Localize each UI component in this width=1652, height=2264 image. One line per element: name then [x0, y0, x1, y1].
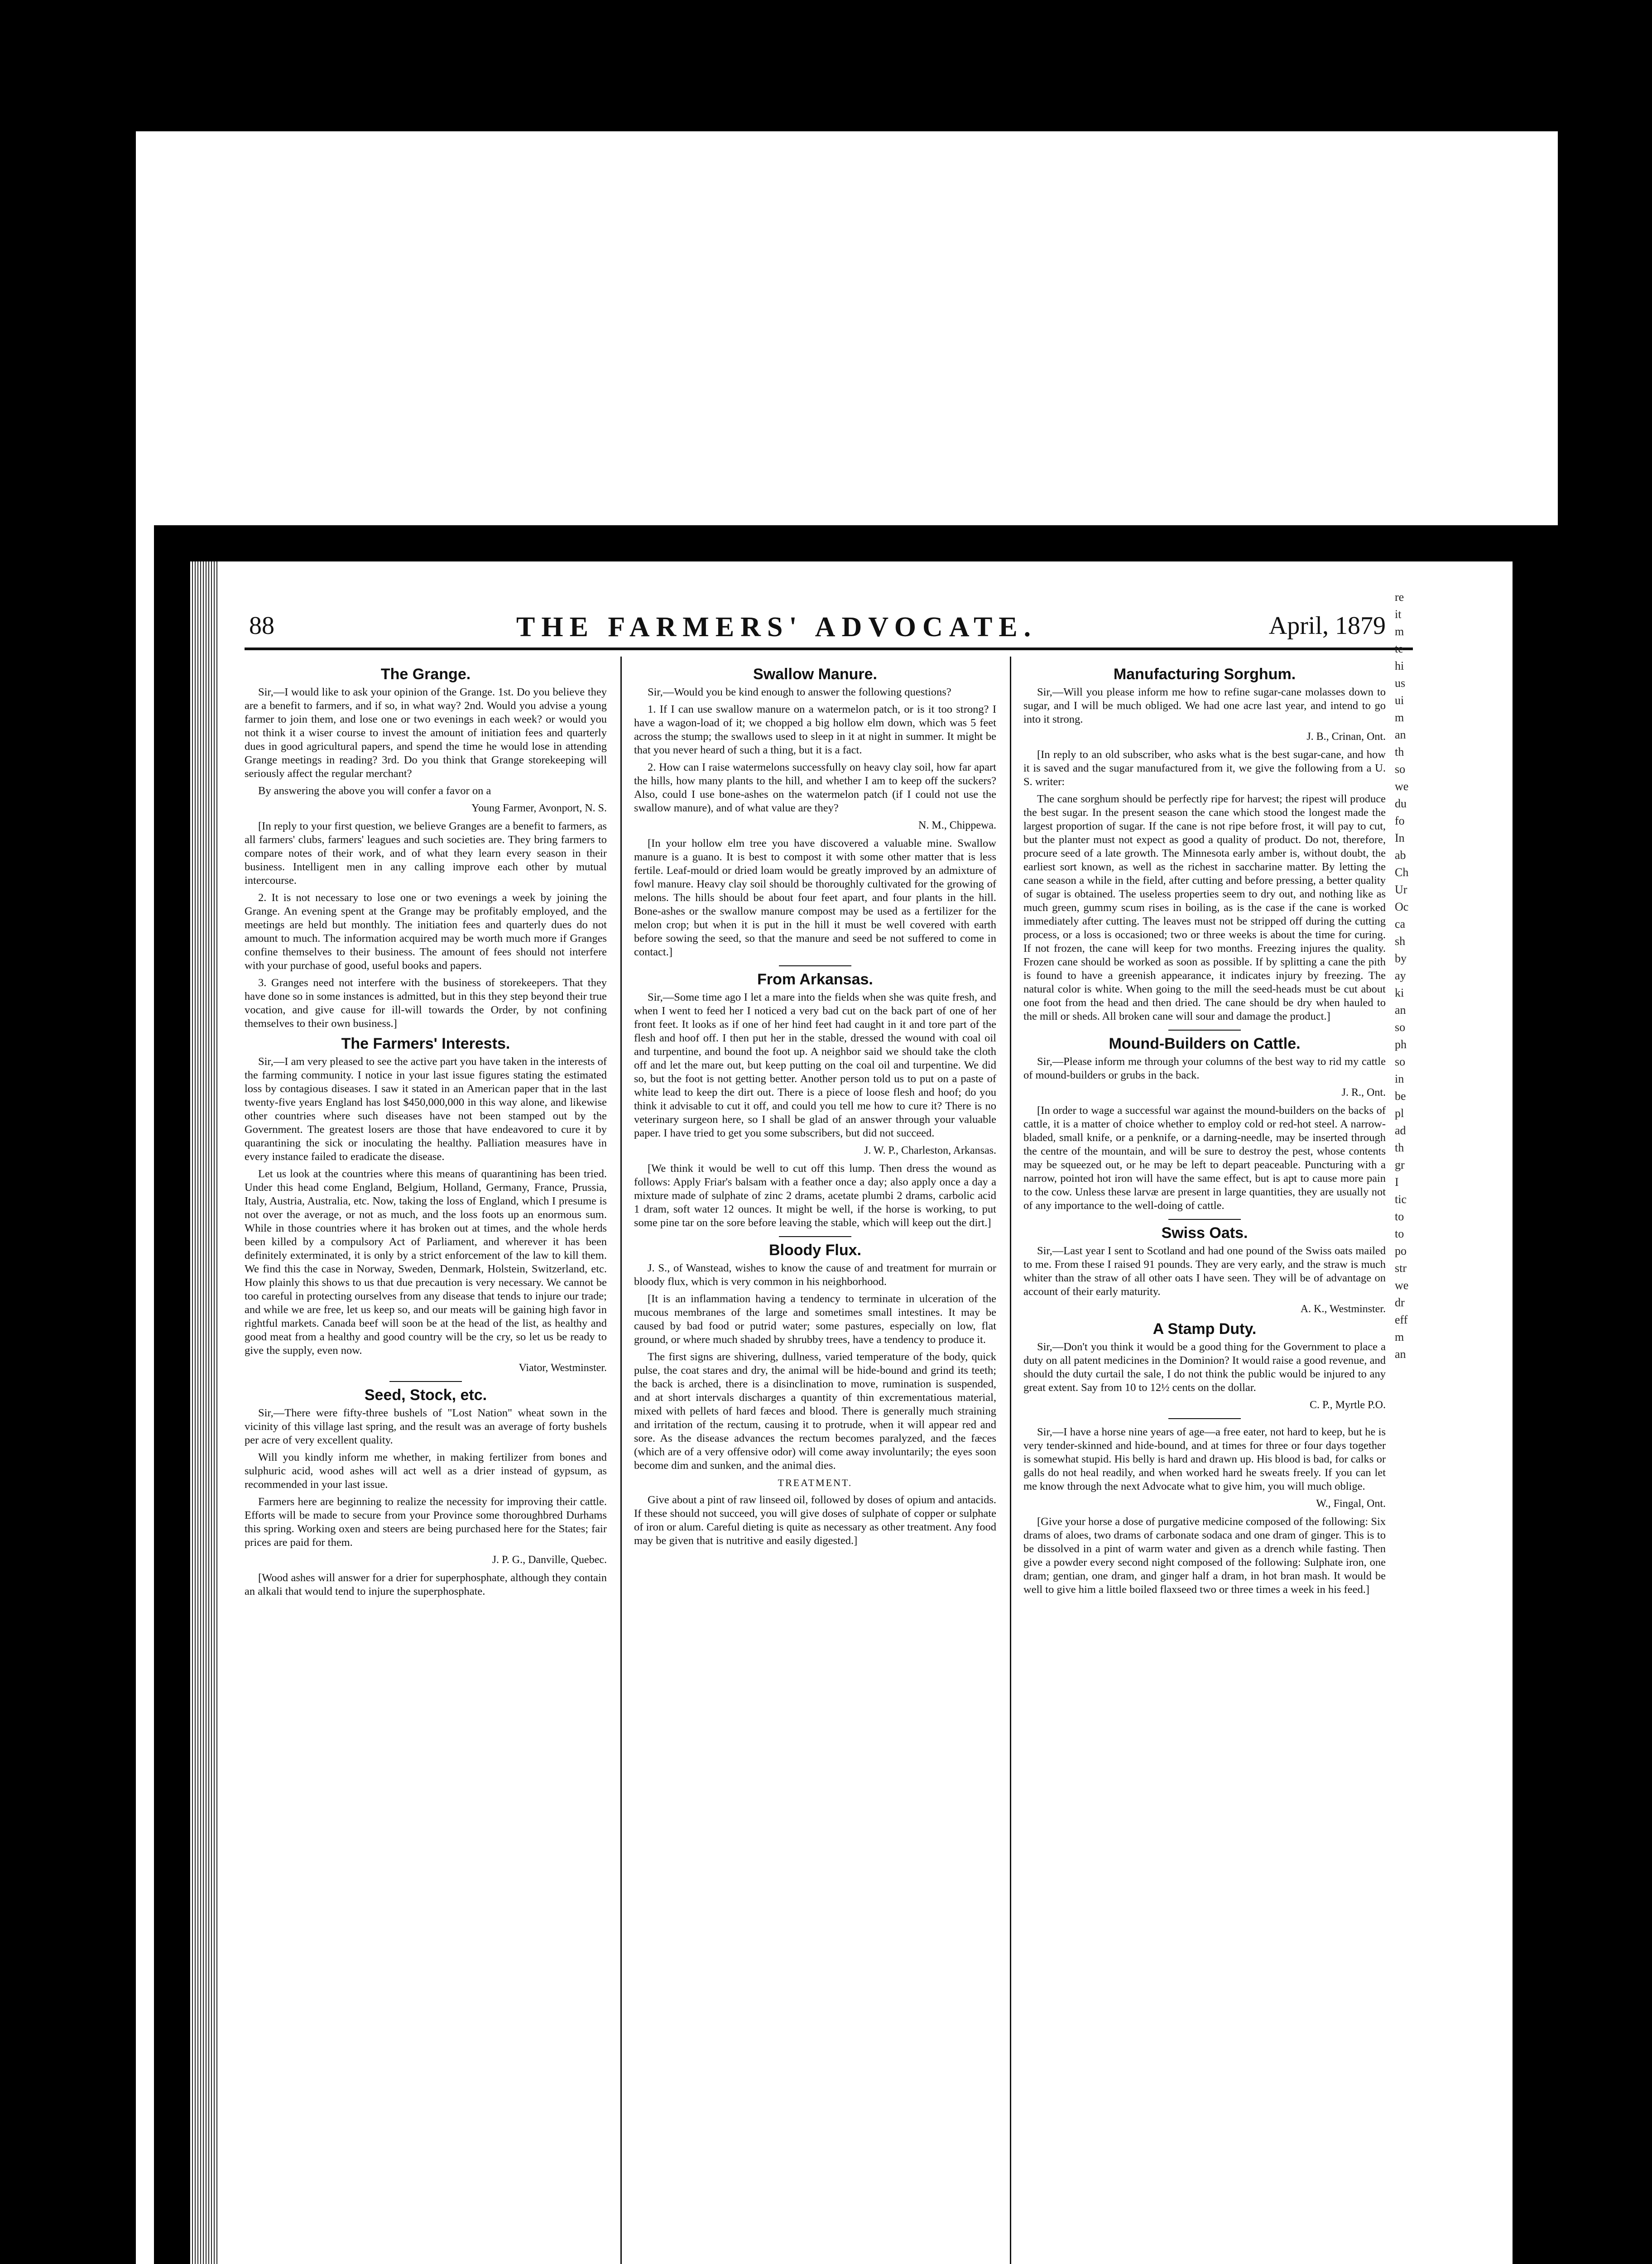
page-number: 88 [249, 612, 274, 640]
facing-page-fragment-line: dr [1395, 1296, 1405, 1309]
scan-left-border [0, 0, 136, 2264]
grange-reply-2: 2. It is not necessary to lose one or two evenings a week by joining the Grange. An evening spent at the Grange may be profitably employed, and the meetings are held but monthly. The initiation fees and quarterly dues do not amount to much. The information acquired may be worth much more if Granges confine themselves to their business. The amount of fees should not interfere with your purchase of good, useful books and papers. [245, 892, 607, 972]
facing-page-fragment-line: tic [1395, 1193, 1407, 1206]
facing-page-fragment-line: so [1395, 763, 1406, 776]
flux-para-2: [It is an inflammation having a tendency to terminate in ulceration of the mucous membranes of the large and sometimes small intestines. It may be caused by bad food or putrid water; some pastures, especially on low, flat ground, or where much shaded by shrubby trees, have a tendency to produce it. [634, 1293, 996, 1346]
facing-page-fragment-line: pl [1395, 1107, 1404, 1120]
masthead-title: THE FARMERS' ADVOCATE. [516, 612, 1037, 643]
article-title-sorghum: Manufacturing Sorghum. [1113, 666, 1296, 683]
facing-page-fragment-line: it [1395, 608, 1402, 621]
stamp-signature: C. P., Myrtle P.O. [1309, 1399, 1386, 1411]
sorghum-para-2: [In reply to an old subscriber, who asks what is the best sugar-cane, and how it is saved and the sugar manufactured from it, we give the following from a U. S. writer: [1023, 748, 1386, 788]
swallow-signature: N. M., Chippewa. [918, 820, 996, 831]
section-rule [1168, 1030, 1241, 1031]
article-title-mound: Mound-Builders on Cattle. [1109, 1035, 1301, 1052]
column-3 [1023, 661, 1386, 1600]
grange-reply-3: 3. Granges need not interfere with the business of storekeepers. That they have done so in some instances is admitted, but in this they step beyond their true vocation, and give cause for ill-will towards the Order, by not confining themselves to their own business.] [245, 977, 607, 1030]
facing-page-fragment-line: th [1395, 745, 1404, 758]
flux-para-4: Give about a pint of raw linseed oil, followed by doses of opium and antacids. If these should not succeed, you will give doses of sulphate of copper or sulphate of iron or alum. Careful dieting is quite as necessary as other treatment. Any food may be given that is nutritive and easily digested.] [634, 1494, 996, 1547]
issue-date: April, 1879 [1268, 612, 1386, 640]
mound-signature: J. R., Ont. [1341, 1087, 1386, 1098]
newspaper-page [190, 561, 1458, 2264]
facing-page-fragment-line: an [1395, 728, 1406, 741]
scan-top-border [0, 0, 1652, 131]
interests-signature: Viator, Westminster. [519, 1362, 607, 1374]
facing-page-fragment-line: an [1395, 1003, 1406, 1017]
facing-page-fragment-line: m [1395, 625, 1404, 638]
facing-page-fragment-line: re [1395, 590, 1404, 604]
horse-signature: W., Fingal, Ont. [1316, 1498, 1386, 1510]
arkansas-signature: J. W. P., Charleston, Arkansas. [864, 1145, 996, 1156]
grange-letter-close: By answering the above you will confer a favor on a [258, 785, 491, 797]
column-divider-2 [1010, 657, 1011, 2264]
facing-page-fragment-line: du [1395, 797, 1407, 810]
oats-para-1: Sir,—Last year I sent to Scotland and had one pound of the Swiss oats mailed to me. From these I raised 91 pounds. They are very early, and the straw is much whiter than the straw of all other oats I have seen. They will be of advantage on account of their early maturity. [1023, 1245, 1386, 1298]
facing-page-fragment-line: gr [1395, 1158, 1405, 1171]
stamp-para-1: Sir,—Don't you think it would be a good thing for the Government to place a duty on all patent medicines in the Dominion? It would raise a good revenue, and should the duty curtail the sale, I do not think the public would be injured to any great extent. Say from 10 to 12½ cents on the dollar. [1023, 1341, 1386, 1394]
article-title-oats: Swiss Oats. [1161, 1224, 1248, 1242]
mound-para-1: Sir,—Please inform me through your columns of the best way to rid my cattle of mound-builders or grubs in the back. [1023, 1055, 1386, 1081]
facing-page-fragment-line: Ch [1395, 866, 1409, 879]
facing-page-fragment-line: te [1395, 642, 1403, 655]
facing-page-fragment-line: hi [1395, 659, 1404, 672]
article-title-flux: Bloody Flux. [769, 1242, 861, 1259]
swallow-para-2: 1. If I can use swallow manure on a watermelon patch, or is it too strong? I have a wagon-load of it; we chopped a big hollow elm down, which was 5 feet across the stump; the swallows used to sleep in it at night in summer. It might be that you never heard of such a thing, but it is a fact. [634, 703, 996, 756]
facing-page-fragment-line: In [1395, 831, 1405, 844]
facing-page-fragment-line: us [1395, 676, 1406, 690]
article-title-interests: The Farmers' Interests. [341, 1035, 510, 1052]
sorghum-signature: J. B., Crinan, Ont. [1306, 731, 1386, 743]
facing-page-fragment-line: ab [1395, 849, 1406, 862]
article-title-seed: Seed, Stock, etc. [364, 1386, 487, 1404]
facing-page-fragment-line: Ur [1395, 883, 1407, 896]
column-1 [245, 661, 607, 1602]
scan-right-border [1558, 0, 1652, 2264]
page-content [245, 602, 1413, 2264]
article-title-swallow: Swallow Manure. [753, 666, 877, 683]
facing-page-fragment-line: ph [1395, 1038, 1407, 1051]
page-header [245, 602, 1413, 643]
facing-page-fragment-line: in [1395, 1072, 1404, 1085]
section-rule [779, 965, 851, 966]
facing-page-fragment-line: fo [1395, 814, 1405, 827]
section-rule [1168, 1418, 1241, 1419]
facing-page-fragment-line: m [1395, 1330, 1404, 1343]
book-shadow-top [154, 525, 1558, 561]
sorghum-para-3: The cane sorghum should be perfectly ripe for harvest; the ripest will produce the best sugar. In the present season the cane which stood the longest made the largest proportion of sugar. If the cane is not ripe before frost, it will pay to cut, but the planter must not expect as good a quality of product. Do not, therefore, procure seed of a late growth. The Minnesota early amber is, without doubt, the earliest sort known, as well as the richest in saccharine matter. By letting the cane season a while in the field, after cutting and before pressing, a better quality of sugar is obtained. The useless properties seem to dry out, and nothing like as much green, gummy scum rises in boiling, as is the case if the cane is worked immediately after cutting. The leaves must not be stripped off during the cutting process, or a loss is occasioned; two or three weeks is about the time for curing. If not frozen, the cane will keep for two months. Freezing injures the quality. Frozen cane should be worked as soon as possible. If by splitting a cane the pith is found to have a greenish appearance, it indicates injury by freezing. The natural color is white. When going to the mill the seed-heads must be cut about one foot from the head and then dried. The cane should be dry when hauled to the mill or sheds. All broken cane will sour and damage the product.] [1023, 793, 1386, 1022]
seed-para-3: Farmers here are beginning to realize the necessity for improving their cattle. Efforts will be made to secure from your Province some thoroughbred Durhams this spring. Working oxen and steers are being purchased here for the States; fair prices are paid for them. [245, 1496, 607, 1549]
facing-page-fragment-line: ki [1395, 986, 1404, 999]
facing-page-fragment-line: ay [1395, 969, 1406, 982]
seed-signature: J. P. G., Danville, Quebec. [492, 1554, 607, 1566]
facing-page-fragment-line: to [1395, 1227, 1404, 1240]
grange-reply-1: [In reply to your first question, we believe Granges are a benefit to farmers, as all farmers' clubs, farmers' leagues and such societies are. They bring farmers to compare notes of their work, and of what they learn every season in their business. Intelligent men in any calling improve each other by mutual intercourse. [245, 820, 607, 887]
seed-para-2: Will you kindly inform me whether, in making fertilizer from bones and sulphuric acid, wood ashes will act well as a drier instead of gypsum, as recommended in your last issue. [245, 1451, 607, 1491]
article-title-arkansas: From Arkansas. [757, 971, 873, 988]
facing-page-fragment-line: Oc [1395, 900, 1409, 913]
section-rule [389, 1381, 462, 1382]
header-rule [245, 648, 1413, 650]
facing-page-fragment-line: m [1395, 711, 1404, 724]
facing-page-fragment-line: we [1395, 1279, 1409, 1292]
facing-page-fragment-line: we [1395, 780, 1409, 793]
flux-para-3: The first signs are shivering, dullness, varied temperature of the body, quick pulse, the coat stares and dry, the animal will be hide-bound and grind its teeth; the back is arched, there is a disinclination to move, rumination is suspended, and at short intervals discharges a quantity of thin excrementatious material, mixed with pellets of hard fæces and blood. There is generally much straining and irritation of the rectum, causing it to protrude, when it will appear red and sore. As the disease advances the rectum becomes paralyzed, and the fæces (which are of a very offensive odor) will come away involuntarily; the eyes soon become dim and sunken, and the animal dies. [634, 1351, 996, 1472]
arkansas-reply: [We think it would be well to cut off this lump. Then dress the wound as follows: Apply Friar's balsam with a feather once a day; also apply once a day a mixture made of sulphate of zinc 2 drams, acetate plumbi 2 drams, carbolic acid 1 dram, soft water 12 ounces. It might be well, if the horse is working, to put some pine tar on the sore before leaving the stable, which will keep out the dirt.] [634, 1162, 996, 1229]
facing-page-fragment-line: th [1395, 1141, 1404, 1154]
interests-para-2: Let us look at the countries where this means of quarantining has been tried. Under this head come England, Belgium, Holland, Germany, France, Prussia, Italy, Austria, Australia, etc. Now, taking the loss of England, which I presume is not over the average, or not as much, and the loss foots up an enormous sum. While in those countries where it has broken out at times, and the whole herds been killed by a compulsory Act of Parliament, and wherever it has been definitely exterminated, it is only by a strict enforcement of the law to kill them. We find this the case in Norway, Sweden, Denmark, Holstein, Switzerland, etc. How plainly this shows to us that due precaution is very necessary. We cannot be too careful in protecting ourselves from any disease that tends to injure our trade; and while we are free, let us keep so, and our meats will be gaining high favor in rightful markets. Canada beef will soon be at the head of the list, as healthy and good meat from a healthy and good country will be the cry, so let us be ready to give the supply, even now. [245, 1168, 607, 1357]
flux-para-1: J. S., of Wanstead, wishes to know the cause of and treatment for murrain or bloody flux, which is very common in his neighborhood. [634, 1262, 996, 1288]
facing-page-fragment-line: by [1395, 952, 1407, 965]
facing-page-fragment-line: I [1395, 1175, 1399, 1189]
oats-signature: A. K., Westminster. [1300, 1303, 1386, 1315]
flux-treatment-heading: TREATMENT. [778, 1477, 853, 1488]
article-title-stamp: A Stamp Duty. [1153, 1320, 1257, 1338]
grange-letter: Sir,—I would like to ask your opinion of the Grange. 1st. Do you believe they are a benefit to farmers, and if so, in what way? 2nd. Would you advise a young farmer to join them, and lose one or two evenings in each week? or would you not think it a wiser course to invest the amount of initiation fees and quarterly dues in good agricultural papers, and spend the time he would lose in attending Grange meetings in reading? 3rd. Do you think that Grange storekeeping will seriously affect the regular merchant? [245, 686, 607, 780]
facing-page-fragment-line: an [1395, 1348, 1406, 1361]
interests-para-1: Sir,—I am very pleased to see the active part you have taken in the interests of the farming community. I notice in your last issue figures stating the estimated loss by contagious diseases. I saw it stated in an American paper that in the last twenty-five years England has lost $450,000,000 in this way alone, and likewise other countries where such diseases have not been stamped out by the Government. The greatest losers are those that have endeavored to cure it by quarantining the sick or inoculating the healthy. Palliation measures have in every instance failed to eradicate the disease. [245, 1055, 607, 1163]
horse-para-1: Sir,—I have a horse nine years of age—a free eater, not hard to keep, but he is very tender-skinned and hide-bound, and at times for three or four days together is somewhat stupid. His belly is hard and drawn up. His blood is bad, for calks or galls do not heal readily, and when worked hard he sweats freely. If you can let me know through the next Advocate what to give him, you will much oblige. [1023, 1426, 1386, 1492]
facing-page-fragment-line: str [1395, 1262, 1407, 1275]
column-2 [634, 661, 996, 1551]
page-edge-stack [190, 561, 217, 2264]
facing-page-fragment-line: to [1395, 1210, 1404, 1223]
swallow-para-3: 2. How can I raise watermelons successfully on heavy clay soil, how far apart the hills, how many plants to the hill, and whether I am to keep off the suckers? Also, could I use bone-ashes on the watermelon patch (if I could not use the swallow manure), and of what value are they? [634, 761, 996, 814]
seed-reply: [Wood ashes will answer for a drier for superphosphate, although they contain an alkali that would tend to injure the superphosphate. [245, 1572, 607, 1597]
sorghum-para-1: Sir,—Will you please inform me how to refine sugar-cane molasses down to sugar, and I will be much obliged. We had one acre last year, and intend to go into it strong. [1023, 686, 1386, 725]
grange-signature: Young Farmer, Avonport, N. S. [471, 802, 607, 814]
column-divider-1 [620, 657, 622, 2264]
article-title-grange: The Grange. [380, 666, 471, 683]
facing-page-fragment-line: po [1395, 1244, 1407, 1257]
section-rule [1168, 1219, 1241, 1220]
section-rule [779, 1236, 851, 1237]
swallow-reply: [In your hollow elm tree you have discovered a valuable mine. Swallow manure is a guano. It is best to compost it with some other matter that is less fertile. Leaf-mould or dried loam would be greatly improved by an admixture of fowl manure. Heavy clay soil should be thoroughly cultivated for the growing of melons. The hills should be about four feet apart, and four plants in the hill. Bone-ashes or the swallow manure compost may be used as a fertilizer for the melon crop; but when it is put in the hill it must be well covered with earth before sowing the seed, so that the manure and seed be not suffered to come in contact.] [634, 837, 996, 958]
arkansas-para-1: Sir,—Some time ago I let a mare into the fields when she was quite fresh, and when I went to feed her I noticed a very bad cut on the back part of one of her front feet. It looks as if one of her hind feet had caught in it and tore part of the flesh and hoof off. I then put her in the stable, dressed the wound with coal oil and turpentine, and bound the foot up. A neighbor said we should take the cloth off and let the mare out, but keep putting on the coal oil and turpentine. We did so, but the foot is not getting better. Another person told us to put on a paste of white lead to keep the dirt out. There is a piece of loose flesh and hoof; do you think it advisable to cut it off, and could you tell me how to cure it? There is no veterinary surgeon here, so I shall be glad of an answer through your valuable paper. I have tried to get you some subscribers, but did not succeed. [634, 991, 996, 1139]
swallow-para-1: Sir,—Would you be kind enough to answer the following questions? [648, 686, 951, 698]
facing-page-fragment-line: ad [1395, 1124, 1406, 1137]
horse-reply: [Give your horse a dose of purgative medicine composed of the following: Six drams of aloes, two drams of carbonate sodaca and one dram of ginger. This is to be dissolved in a pint of warm water and given as a drench while fasting. Then give a powder every second night composed of the following: Sulphate iron, one dram; gentian, one dram, and ginger half a dram, in hot bran mash. It would be well to give him a little boiled flaxseed two or three times a week in his feed.] [1023, 1516, 1386, 1596]
facing-page-fragment-line: eff [1395, 1313, 1408, 1326]
mound-reply: [In order to wage a successful war against the mound-builders on the backs of cattle, it is a matter of choice whether to employ cold or red-hot steel. A narrow-bladed, small knife, or a penknife, or a darning-needle, may be inserted through the centre of the mountain, and will be sure to destroy the pest, whose contents may be squeezed out, or he may be left to depart peaceable. Puncturing with a narrow, pointed hot iron will have the same effect, but is apt to cause more pain to the cow. Unless these larvæ are present in large quantities, they are usually not of any importance to the well-doing of cattle. [1023, 1104, 1386, 1212]
facing-page-fragment-line: sh [1395, 935, 1406, 948]
seed-para-1: Sir,—There were fifty-three bushels of "Lost Nation" wheat sown in the vicinity of this village last spring, and the result was an average of forty bushels per acre of very excellent quality. [245, 1407, 607, 1446]
book-shadow-left [154, 525, 190, 2264]
facing-page-fragment [1395, 589, 1449, 1902]
facing-page-fragment-line: so [1395, 1055, 1406, 1068]
book-gutter [1513, 525, 1558, 2264]
facing-page-fragment-line: so [1395, 1021, 1406, 1034]
facing-page-fragment-line: be [1395, 1089, 1406, 1103]
facing-page-fragment-line: ui [1395, 694, 1404, 707]
facing-page-fragment-line: ca [1395, 917, 1406, 931]
